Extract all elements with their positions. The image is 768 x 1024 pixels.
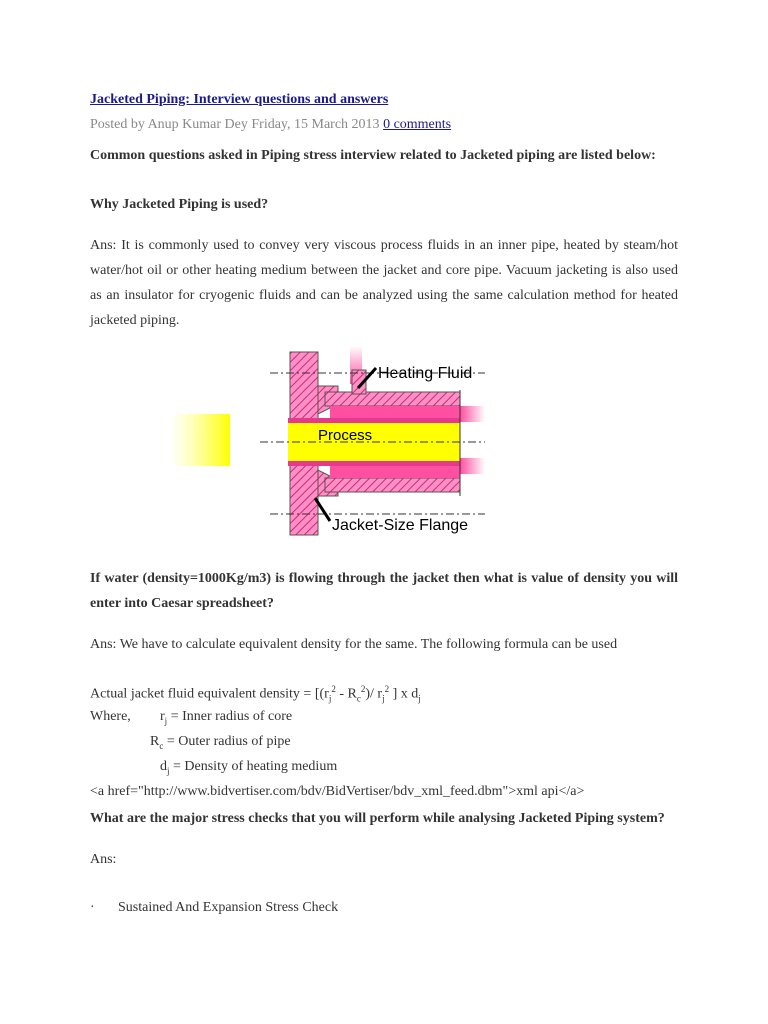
label-jacket-size-flange: Jacket-Size Flange	[332, 517, 469, 534]
core-wall-top	[288, 418, 460, 423]
label-process: Process	[318, 427, 373, 444]
bullet-text: Sustained And Expansion Stress Check	[118, 900, 339, 915]
jacket-outflow-top	[460, 406, 485, 422]
answer-2: Ans: We have to calculate equivalent density for the same. The following formula can be used	[90, 637, 618, 652]
process-inflow	[170, 414, 230, 466]
formula-where-dj: $d_j$ = Density of heating medium	[160, 759, 338, 776]
label-heating-fluid: Heating Fluid	[378, 365, 473, 382]
post-meta	[90, 117, 451, 133]
formula-where-rc: $R_c$ = Outer radius of pipe	[150, 734, 291, 751]
question-2: If water (density=1000Kg/m3) is flowing through the jacket then what is value of density you will enter into Caesar spreadsheet?	[90, 571, 678, 611]
core-wall-bottom	[288, 461, 460, 466]
jacket-wall-bottom	[325, 478, 460, 492]
jacketed-piping-diagram	[170, 346, 485, 541]
question-3: What are the major stress checks that you will perform while analysing Jacketed Piping system?	[90, 811, 665, 826]
post-title-link[interactable]: Jacketed Piping: Interview questions and answers	[90, 92, 389, 107]
jacketed-piping-svg	[170, 346, 485, 541]
post-meta-text: Posted by Anup Kumar Dey Friday, 15 March 2013	[90, 117, 384, 132]
heating-annulus-bottom	[330, 466, 460, 478]
bullet-marker: ·	[90, 900, 95, 915]
intro-text: Common questions asked in Piping stress interview related to Jacketed piping are listed below:	[90, 148, 656, 163]
heating-annulus-top	[330, 406, 460, 418]
code-snippet-line: <a href="http://www.bidvertiser.com/bdv/BidVertiser/bdv_xml_feed.dbm">xml api</a>	[90, 784, 585, 799]
comments-link[interactable]: 0 comments	[383, 117, 452, 132]
jacket-outflow-bottom	[460, 458, 485, 474]
bullet-item	[90, 900, 339, 916]
formula-where-rj: Where, $r_j$ = Inner radius of core	[90, 709, 293, 726]
question-1: Why Jacketed Piping is used?	[90, 197, 269, 212]
answer-3: Ans:	[90, 852, 117, 867]
answer-1: Ans: It is commonly used to convey very viscous process fluids in an inner pipe, heated by steam/hot water/hot oil or other heating medium between the jacket and core pipe. Vacuum jacketing is also used as an insulator for cryogenic fluids and can be analyzed using the same calculation method for heated jacketed piping.	[90, 238, 678, 328]
jacket-wall-top	[325, 392, 460, 406]
formula-line: Actual jacket fluid equivalent density = [$(r_j^2 - R_c^2)/$ $r_j^2$ ] x $d_j$	[90, 684, 421, 704]
